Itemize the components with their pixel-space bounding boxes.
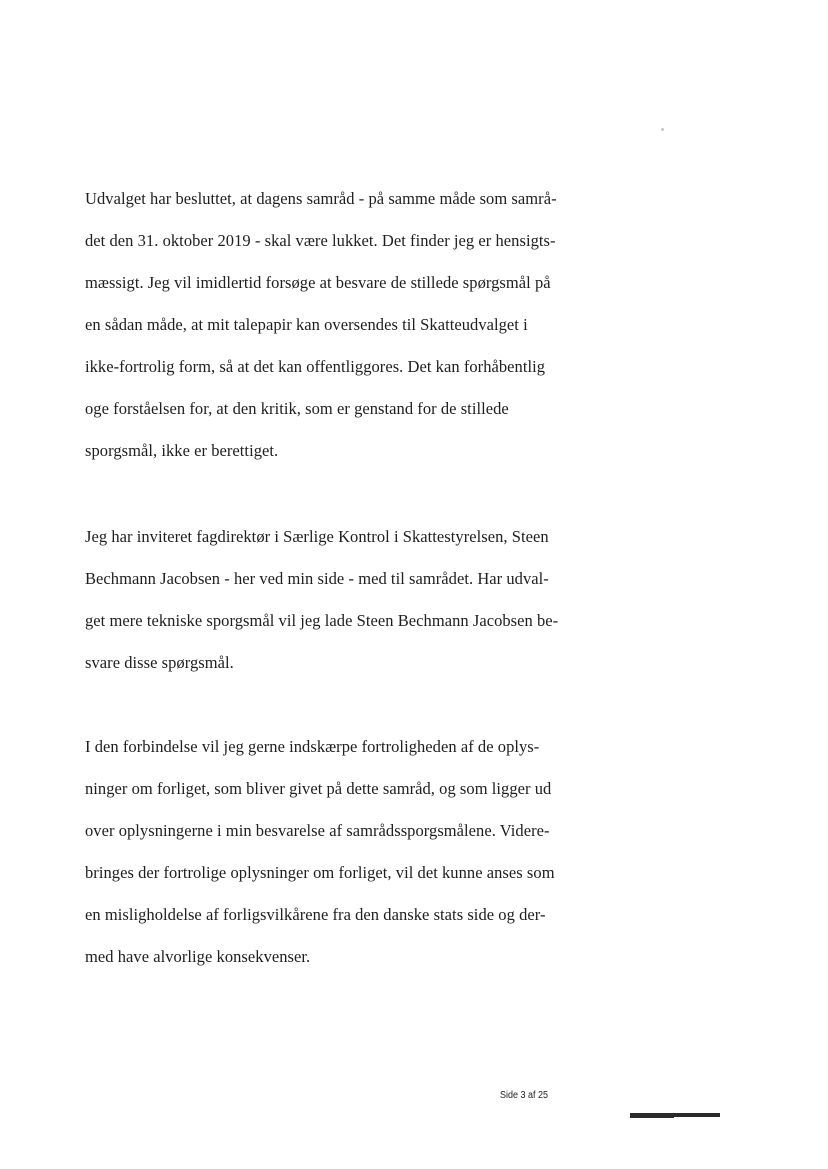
- scan-speck: [661, 128, 664, 131]
- text-line: I den forbindelse vil jeg gerne indskærpe fortroligheden af de oplys-: [85, 737, 540, 756]
- text-line: Jeg har inviteret fagdirektør i Særlige Kontrol i Skattestyrelsen, Steen: [85, 527, 549, 546]
- text-line: med have alvorlige konsekvenser.: [85, 947, 311, 966]
- text-line: over oplysningerne i min besvarelse af samrådssporgsmålene. Videre-: [85, 821, 550, 840]
- text-line: Bechmann Jacobsen - her ved min side - med til samrådet. Har udval-: [85, 569, 549, 588]
- text-line: det den 31. oktober 2019 - skal være lukket. Det finder jeg er hensigts-: [85, 231, 556, 250]
- paragraph-1: [85, 178, 625, 472]
- text-line: mæssigt. Jeg vil imidlertid forsøge at besvare de stillede spørgsmål på: [85, 273, 551, 292]
- paragraph-2: [85, 516, 625, 684]
- text-line: en sådan måde, at mit talepapir kan oversendes til Skatteudvalget i: [85, 315, 528, 334]
- text-line: Udvalget har besluttet, at dagens samråd - på samme måde som samrå-: [85, 189, 557, 208]
- text-line: oge forståelsen for, at den kritik, som er genstand for de stillede: [85, 399, 509, 418]
- text-line: get mere tekniske sporgsmål vil jeg lade Steen Bechmann Jacobsen be-: [85, 611, 559, 630]
- text-line: ninger om forliget, som bliver givet på dette samråd, og som ligger ud: [85, 779, 552, 798]
- page-number: Side 3 af 25: [500, 1090, 549, 1101]
- text-line: svare disse spørgsmål.: [85, 653, 234, 672]
- text-line: en misligholdelse af forligsvilkårene fra den danske stats side og der-: [85, 905, 546, 924]
- footer-rule-thin: [630, 1116, 674, 1118]
- text-line: sporgsmål, ikke er berettiget.: [85, 441, 279, 460]
- text-line: ikke-fortrolig form, så at det kan offentliggores. Det kan forhåbentlig: [85, 357, 546, 376]
- text-line: bringes der fortrolige oplysninger om forliget, vil det kunne anses som: [85, 863, 555, 882]
- paragraph-3: [85, 726, 625, 978]
